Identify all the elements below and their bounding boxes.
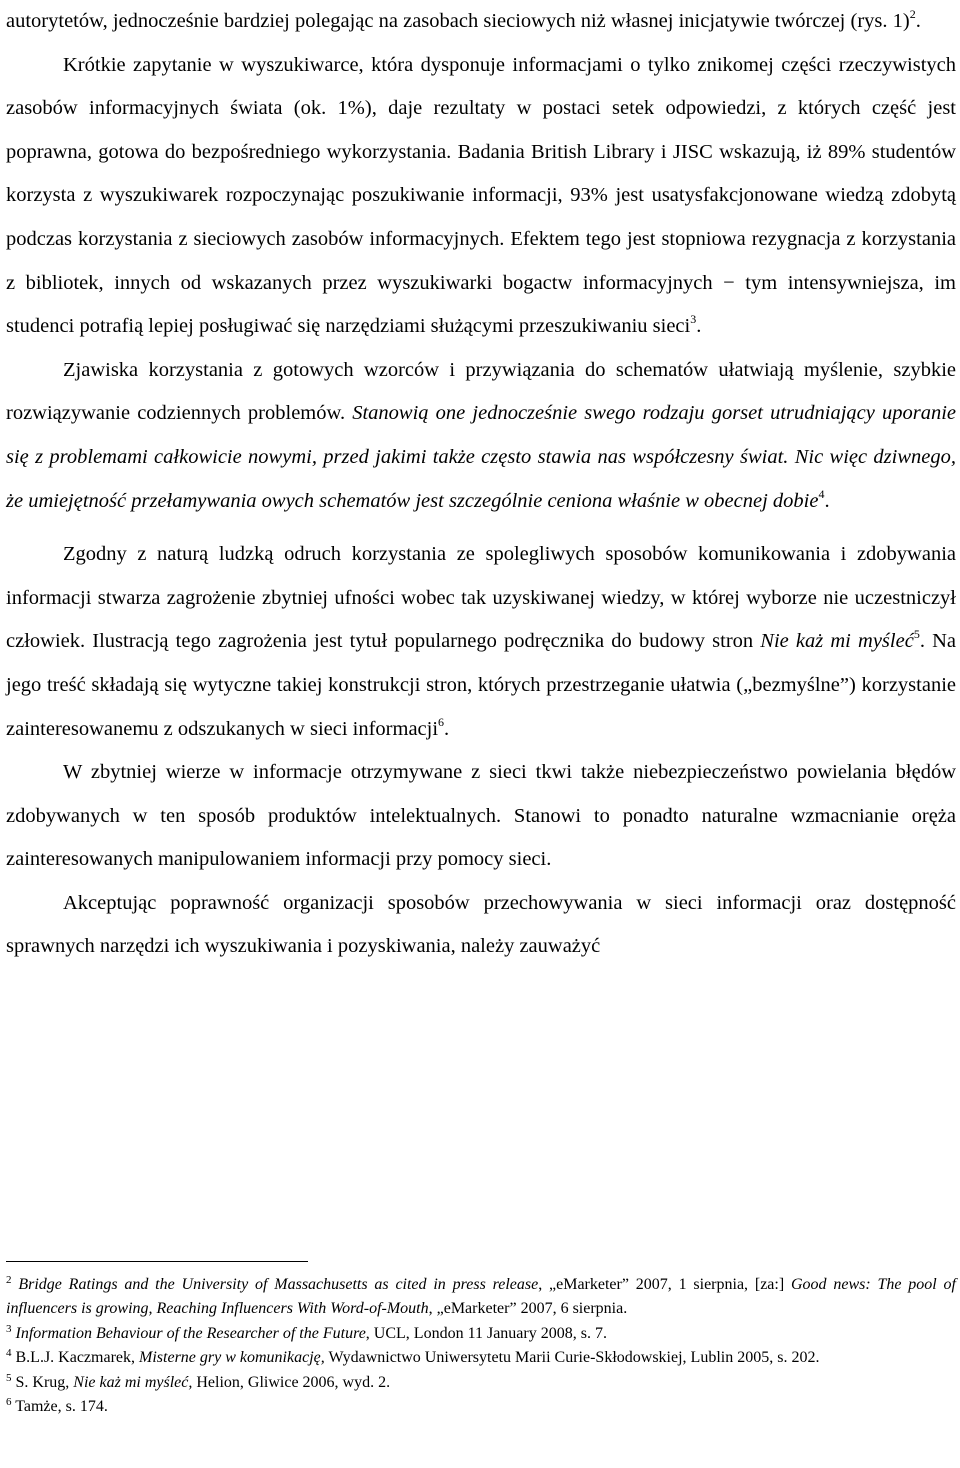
paragraph: Akceptując poprawność organizacji sposobów przechowywania w sieci informacji oraz dostępność sprawnych narzędzi ich wyszukiwania i pozyskiwania, należy zauważyć [6,891,956,958]
footnote: $^6$ Tamże, s. 174. [6,1396,108,1416]
italic-text: Nie każ mi myśleć, [73,1373,193,1391]
footnote-ref: 5 [913,627,920,642]
italic-text: Good news: The pool of influencers is growing, Reaching Influencers With Word-of-Mouth [6,1276,957,1318]
footnote-ref: 4 [818,486,825,501]
italic-text: Misterne gry w komunikację, [139,1349,325,1367]
footnotes [6,1273,956,1419]
paragraph-gap [6,523,956,533]
footnote: $^3$ Information Behaviour of the Researcher of the Future, UCL, London 11 January 2008, s. 7. [6,1322,607,1342]
footnote-ref: 4 [6,1347,12,1360]
footnote: $^5$ S. Krug, Nie każ mi myśleć, Helion, Gliwice 2006, wyd. 2. [6,1371,391,1391]
footnote-ref: 5 [6,1371,12,1384]
footnote-ref: 6 [6,1396,12,1409]
footnote-ref: 3 [6,1322,12,1335]
footnote-ref: 2 [6,1274,12,1286]
paragraph: W zbytniej wierze w informacje otrzymywane z sieci tkwi także niebezpieczeństwo powielania błędów zdobywanych w ten sposób produktów intelektualnych. Stanowi to ponadto naturalne wzmacnianie oręża zainteresowanych manipulowaniem informacji przy pomocy sieci. [6,761,956,871]
footnote-ref: 3 [690,312,697,327]
italic-text: Bridge Ratings and the University of Massachusetts as cited in press release [18,1276,539,1293]
footnote-ref: 6 [438,714,445,729]
paragraph: Zjawiska korzystania z gotowych wzorców i przywiązania do schematów ułatwiają myślenie, szybkie rozwiązywanie codziennych problemów. Stanowią one jednocześnie swego rodzaju gorset utrudniający uporanie się z problemami całkowicie nowymi, przed jakimi także często stawia nas współczesny świat. Nic więc dziwnego, że umiejętność przełamywania owych schematów jest szczególnie ceniona właśnie w obecnej dobie$^4$. [6,358,956,512]
paragraph: Krótkie zapytanie w wyszukiwarce, która dysponuje informacjami o tylko znikomej części rzeczywistych zasobów informacyjnych świata (ok. 1%), daje rezultaty w postaci setek odpowiedzi, z których część jest poprawna, gotowa do bezpośredniego wykorzystania. Badania British Library i JISC wskazują, iż 89% studentów korzysta z wyszukiwarek rozpoczynając poszukiwanie informacji, 93% jest usatysfakcjonowane wiedzą zdobytą podczas korzystania z sieciowych zasobów informacyjnych. Efektem tego jest stopniowa rezygnacja z korzystania z bibliotek, innych od wskazanych przez wyszukiwarki bogactw informacyjnych − tym intensywniejsza, im studenci potrafią lepiej posługiwać się narzędziami służącymi przeszukiwaniu sieci$^3$. [6,53,956,338]
italic-text: Stanowią one jednocześnie swego rodzaju gorset utrudniający uporanie się z problemami całkowicie nowymi, przed jakimi także często stawia nas współczesny świat. Nic więc dziwnego, że umiejętność przełamywania owych schematów jest szczególnie ceniona właśnie w obecnej dobie [6,402,956,512]
footnote-ref: 2 [909,7,916,21]
paragraph: Zgodny z naturą ludzką odruch korzystania ze spolegliwych sposobów komunikowania i zdobywania informacji stwarza zagrożenie zbytniej ufności wobec tak uzyskiwanej wiedzy, w której wyborze nie uczestniczył człowiek. Ilustracją tego zagrożenia jest tytuł popularnego podręcznika do budowy stron Nie każ mi myśleć$^5$. Na jego treść składają się wytyczne takiej konstrukcji stron, których przestrzeganie ułatwia („bezmyślne”) korzystanie zainteresowanemu z odszukanych w sieci informacji$^6$. [6,543,956,740]
footnote-separator [6,1261,308,1262]
italic-text: Information Behaviour of the Researcher of the Future [15,1324,366,1342]
footnote: $^4$ B.L.J. Kaczmarek, Misterne gry w komunikację, Wydawnictwo Uniwersytetu Marii Curie-Skłodowskiej, Lublin 2005, s. 202. [6,1347,820,1367]
italic-text: Nie każ mi myśleć [760,630,914,653]
paragraph: autorytetów, jednocześnie bardziej polegając na zasobach sieciowych niż własnej inicjatywie twórczej (rys. 1)$^2$. [6,7,921,32]
body-text [6,0,956,969]
footnote: $^2$ Bridge Ratings and the University of Massachusetts as cited in press release, „eMarketer” 2007, 1 sierpnia, [za:] Good news: The pool of influencers is growing, Reaching Influencers With Word-of-Mouth, „eMarketer” 2007, 6 sierpnia. [6,1274,957,1318]
